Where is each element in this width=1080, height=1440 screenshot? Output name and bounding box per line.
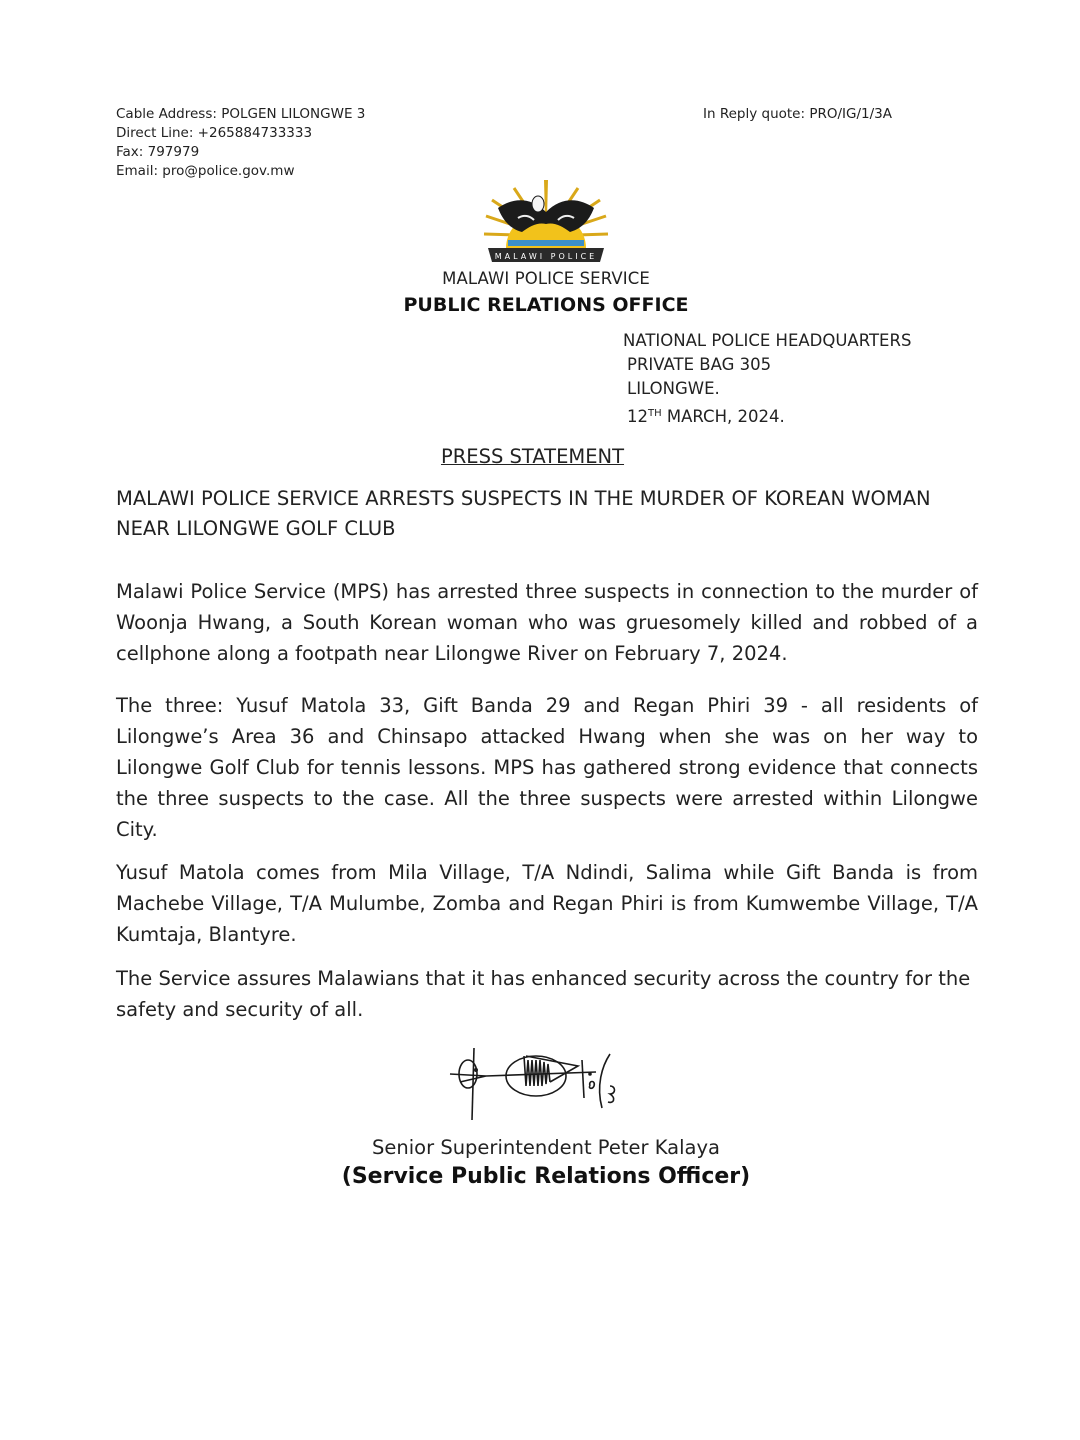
office-name: PUBLIC RELATIONS OFFICE xyxy=(403,294,689,316)
signer-title: (Service Public Relations Officer) xyxy=(341,1164,751,1189)
signer-name: Senior Superintendent Peter Kalaya xyxy=(372,1136,720,1159)
paragraph-4: The Service assures Malawians that it has enhanced security across the country for the safety and security of all. xyxy=(116,967,971,1021)
organization-name: MALAWI POLICE SERVICE xyxy=(442,269,650,288)
paragraph-2: The three: Yusuf Matola 33, Gift Banda 29 and Regan Phiri 39 - all residents of Lilongwe’s Area 36 and Chinsapo attacked Hwang when she was on her way to Lilongwe Golf Club for tennis lessons. MPS has gathered strong evidence that connects the three suspects to the case. All the three suspects were arrested within Lilongwe City. xyxy=(116,694,978,841)
fax-number: Fax: 797979 xyxy=(116,144,200,160)
handwritten-signature xyxy=(446,1046,626,1122)
direct-line: Direct Line: +265884733333 xyxy=(116,125,313,141)
contact-details xyxy=(116,105,365,181)
water xyxy=(508,240,584,246)
banner-text: MALAWI POLICE xyxy=(494,252,598,261)
email-address: Email: pro@police.gov.mw xyxy=(116,163,295,179)
date-day: 12 xyxy=(627,407,648,426)
eagle-head xyxy=(532,196,544,212)
statement-headline: MALAWI POLICE SERVICE ARRESTS SUSPECTS IN THE MURDER OF KOREAN WOMAN NEAR LILONGWE GOLF CLUB xyxy=(116,487,931,540)
reply-reference: In Reply quote: PRO/IG/1/3A xyxy=(703,106,892,122)
press-statement-label: PRESS STATEMENT xyxy=(440,445,625,468)
paragraph-1: Malawi Police Service (MPS) has arrested three suspects in connection to the murder of Woonja Hwang, a South Korean woman who was gruesomely killed and robbed of a cellphone along a footpath near Lilongwe River on February 7, 2024. xyxy=(116,580,978,665)
cable-address: Cable Address: POLGEN LILONGWE 3 xyxy=(116,106,366,122)
date-month-year: MARCH, 2024. xyxy=(661,407,785,426)
date-suffix: TH xyxy=(648,408,662,419)
address-line-2: PRIVATE BAG 305 xyxy=(627,355,772,374)
address-line-3: LILONGWE. xyxy=(627,379,720,398)
paragraph-3: Yusuf Matola comes from Mila Village, T/A Ndindi, Salima while Gift Banda is from Machebe Village, T/A Mulumbe, Zomba and Regan Phiri is from Kumwembe Village, T/A Kumtaja, Blantyre. xyxy=(116,861,978,946)
malawi-police-emblem-icon xyxy=(478,178,614,268)
postal-address xyxy=(623,329,911,429)
address-line-1: NATIONAL POLICE HEADQUARTERS xyxy=(623,331,912,350)
document-date xyxy=(623,405,911,429)
